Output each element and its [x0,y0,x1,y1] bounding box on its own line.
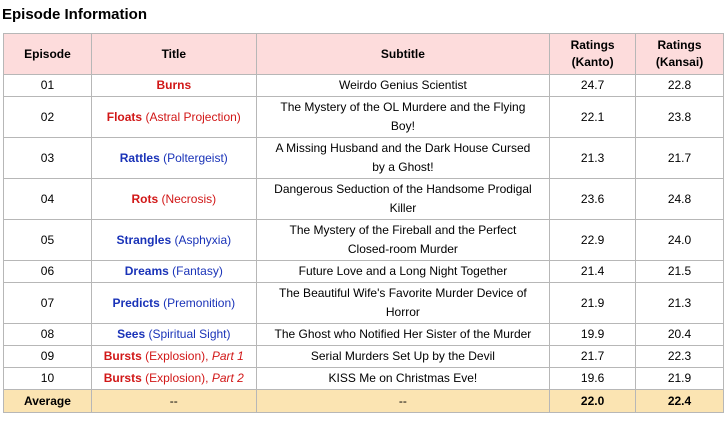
average-kansai: 22.4 [636,390,724,413]
episode-subtitle-line2: Boy! [390,119,415,133]
episode-subtitle [256,97,549,138]
episode-subtitle [256,179,549,220]
episode-title-note: (Explosion), [141,371,212,385]
rating-kanto: 19.6 [550,368,636,390]
table-row [4,138,724,179]
episode-number: 08 [4,324,92,346]
header-subtitle: Subtitle [256,34,549,75]
rating-kansai: 22.3 [636,346,724,368]
episode-title [91,346,256,368]
episode-subtitle [256,138,549,179]
episode-subtitle-line1: The Ghost who Notified Her Sister of the Murder [274,327,532,341]
episode-number: 09 [4,346,92,368]
episode-title-note: (Asphyxia) [171,232,232,247]
episode-number: 05 [4,220,92,261]
rating-kansai: 22.8 [636,75,724,97]
rating-kansai: 21.3 [636,283,724,324]
header-episode: Episode [4,34,92,75]
episode-subtitle-line1: KISS Me on Christmas Eve! [328,371,478,385]
episode-title-main: Predicts [112,295,160,310]
rating-kanto: 22.9 [550,220,636,261]
rating-kanto: 23.6 [550,179,636,220]
rating-kansai: 24.0 [636,220,724,261]
header-ratings-kanto [550,34,636,75]
episode-title-main: Burns [156,78,192,92]
episode-title-note: (Poltergeist) [159,150,228,165]
episode-subtitle-line2: Horror [385,305,420,319]
rating-kanto: 19.9 [550,324,636,346]
episode-title-note: (Spiritual Sight) [145,327,231,341]
episode-subtitle-line1: The Beautiful Wife's Favorite Murder Device of [279,286,527,300]
episode-title-main: Floats [106,109,143,124]
episode-title [91,220,256,261]
episode-number: 07 [4,283,92,324]
episode-subtitle-line1: Weirdo Genius Scientist [338,78,467,92]
table-row [4,261,724,283]
episode-title-part: Part 2 [211,371,244,385]
episode-subtitle [256,220,549,261]
episode-table [3,33,724,413]
episode-title-main: Rattles [119,150,160,165]
average-subtitle: -- [256,390,549,413]
table-header-row [4,34,724,75]
rating-kansai: 21.7 [636,138,724,179]
episode-subtitle-line2: Closed-room Murder [347,242,458,256]
rating-kanto: 21.7 [550,346,636,368]
episode-number: 01 [4,75,92,97]
episode-title-main: Dreams [124,264,169,278]
table-row [4,220,724,261]
episode-title-main: Sees [117,327,146,341]
episode-title [91,261,256,283]
episode-subtitle-line2: by a Ghost! [372,160,434,174]
table-row [4,324,724,346]
table-row [4,97,724,138]
episode-title-main: Bursts [103,371,142,385]
episode-subtitle-line2: Killer [389,201,417,215]
average-row [4,390,724,413]
rating-kanto: 24.7 [550,75,636,97]
episode-subtitle-line1: Future Love and a Long Night Together [298,264,508,278]
header-title: Title [91,34,256,75]
episode-title [91,179,256,220]
episode-subtitle [256,261,549,283]
episode-title-main: Strangles [116,232,172,247]
episode-number: 02 [4,97,92,138]
episode-title-main: Bursts [103,349,142,363]
rating-kansai: 24.8 [636,179,724,220]
rating-kansai: 23.8 [636,97,724,138]
table-row [4,283,724,324]
episode-title-note: (Fantasy) [168,264,223,278]
episode-title-note: (Necrosis) [158,191,217,206]
header-kanto-line1: Ratings [570,38,615,52]
episode-subtitle-line1: The Mystery of the Fireball and the Perfect [289,223,517,237]
table-row [4,179,724,220]
episode-subtitle-line1: A Missing Husband and the Dark House Cursed [275,141,531,155]
episode-subtitle [256,324,549,346]
episode-title [91,283,256,324]
episode-number: 06 [4,261,92,283]
episode-subtitle [256,368,549,390]
episode-title-part: Part 1 [211,349,244,363]
header-kansai-line2: (Kansai) [655,55,704,69]
rating-kanto: 21.3 [550,138,636,179]
episode-subtitle [256,75,549,97]
episode-title [91,138,256,179]
episode-title-note: (Premonition) [159,295,236,310]
episode-number: 03 [4,138,92,179]
page-title: Episode Information [2,6,148,23]
average-title: -- [91,390,256,413]
episode-subtitle-line1: The Mystery of the OL Murdere and the Flying [280,100,526,114]
table-row [4,368,724,390]
episode-number: 10 [4,368,92,390]
episode-title [91,75,256,97]
episode-subtitle [256,346,549,368]
episode-title-note: (Astral Projection) [142,109,241,124]
table-row [4,346,724,368]
average-kanto: 22.0 [550,390,636,413]
episode-subtitle-line1: Dangerous Seduction of the Handsome Prodigal [274,182,532,196]
episode-number: 04 [4,179,92,220]
episode-title [91,97,256,138]
episode-title [91,368,256,390]
average-label: Average [4,390,92,413]
rating-kansai: 21.5 [636,261,724,283]
episode-title-main: Rots [131,191,159,206]
episode-subtitle-line1: Serial Murders Set Up by the Devil [310,349,495,363]
header-ratings-kansai [636,34,724,75]
table-row [4,75,724,97]
episode-title [91,324,256,346]
header-kansai-line1: Ratings [657,38,702,52]
rating-kanto: 21.9 [550,283,636,324]
rating-kansai: 20.4 [636,324,724,346]
rating-kanto: 21.4 [550,261,636,283]
episode-subtitle [256,283,549,324]
rating-kansai: 21.9 [636,368,724,390]
episode-title-note: (Explosion), [141,349,212,363]
rating-kanto: 22.1 [550,97,636,138]
header-kanto-line2: (Kanto) [571,55,614,69]
